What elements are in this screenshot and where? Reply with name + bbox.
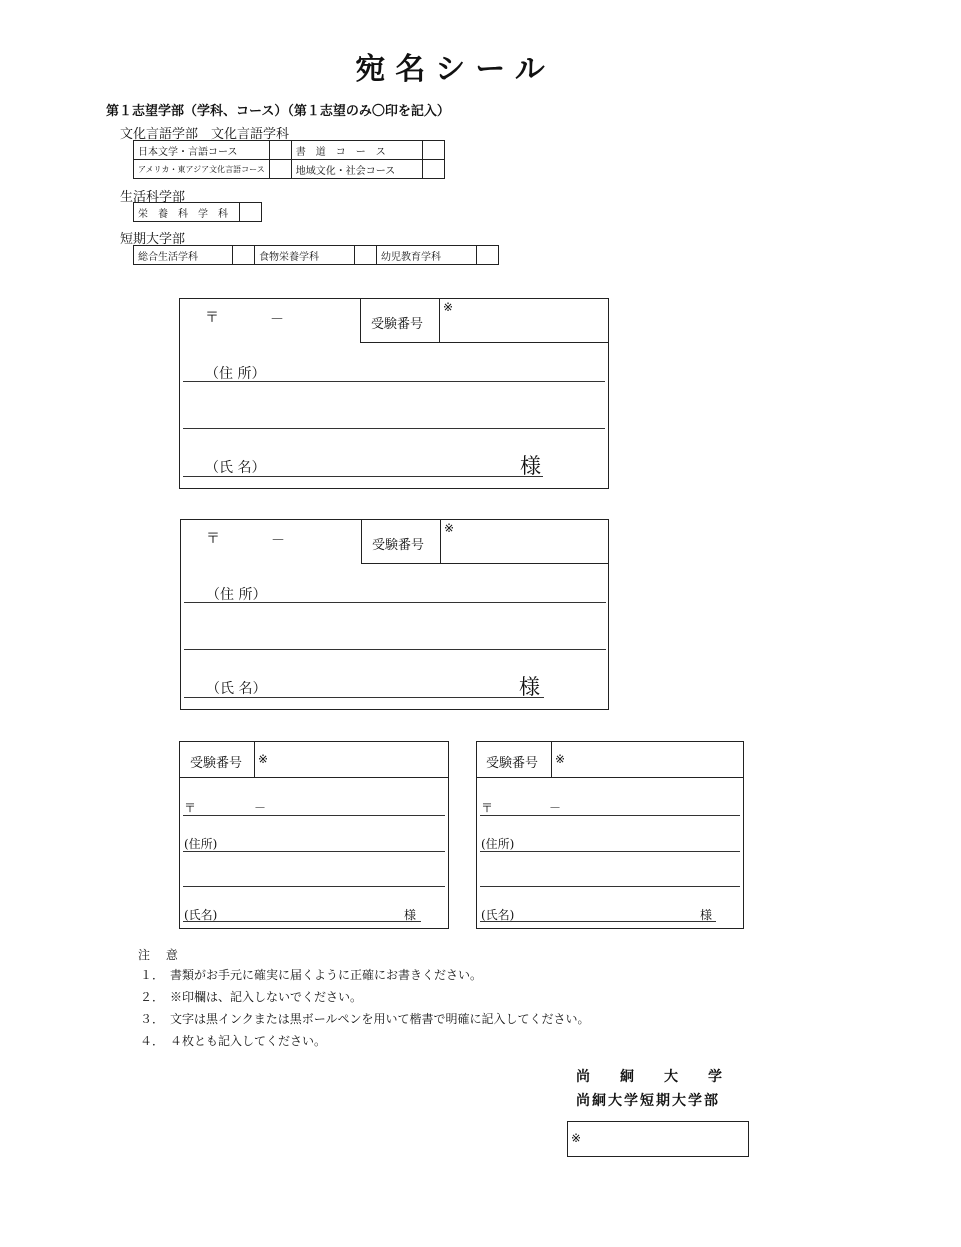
option-checkbox[interactable] [269, 141, 291, 160]
bunka-options-table [133, 140, 445, 179]
exam-number-box[interactable] [477, 742, 743, 778]
option-checkbox[interactable] [422, 160, 444, 179]
exam-number-box[interactable] [180, 742, 448, 778]
option-label: 書 道 コ ー ス [291, 141, 422, 160]
name-line[interactable] [183, 921, 421, 922]
option-checkbox[interactable] [355, 246, 377, 265]
option-checkbox[interactable] [422, 141, 444, 160]
postal-mark-icon: 〒 [205, 310, 219, 326]
address-label: (住所) [184, 837, 218, 851]
name-label: (氏名) [184, 908, 218, 922]
option-checkbox[interactable] [233, 246, 255, 265]
address-label-large-2 [180, 519, 609, 710]
tandai-options-table [133, 245, 499, 265]
address-label: (住所) [481, 837, 515, 851]
postal-line[interactable] [183, 815, 445, 816]
option-checkbox[interactable] [240, 203, 262, 222]
kome-mark: ※ [555, 752, 566, 766]
option-label: アメリカ・東アジア文化言語コース [134, 160, 270, 179]
note-item: １． 書類がお手元に確実に届くように正確にお書きください。 [140, 968, 483, 982]
seikatsu-options-table [133, 202, 262, 222]
honorific: 様 [519, 675, 540, 699]
exam-number-label: 受験番号 [190, 756, 243, 771]
kome-mark: ※ [443, 300, 454, 314]
exam-number-label: 受験番号 [371, 317, 424, 332]
kome-mark: ※ [258, 752, 269, 766]
postal-dash: － [254, 801, 267, 815]
kome-mark: ※ [571, 1131, 582, 1145]
name-label: （氏 名） [205, 460, 266, 476]
exam-number-box[interactable] [360, 299, 608, 343]
postal-line[interactable] [480, 815, 740, 816]
address-line[interactable] [480, 886, 740, 887]
address-line[interactable] [183, 851, 445, 852]
address-line[interactable] [183, 886, 445, 887]
dept-heading-bunka: 文化言語学部 文化言語学科 [120, 127, 290, 142]
honorific: 様 [700, 908, 713, 922]
honorific: 様 [404, 908, 417, 922]
exam-number-box[interactable] [361, 520, 608, 564]
name-line[interactable] [183, 476, 543, 477]
honorific: 様 [520, 454, 541, 478]
dept-heading-seikatsu: 生活科学部 [120, 190, 186, 205]
address-line[interactable] [480, 851, 740, 852]
option-label: 栄 養 科 学 科 [134, 203, 240, 222]
option-label: 日本文学・言語コース [134, 141, 270, 160]
exam-number-label: 受験番号 [486, 756, 539, 771]
exam-number-label: 受験番号 [372, 538, 425, 553]
office-use-box [567, 1121, 749, 1157]
postal-dash: － [549, 801, 562, 815]
first-choice-heading: 第１志望学部（学科、コース）（第１志望のみ〇印を記入） [106, 104, 450, 119]
option-checkbox[interactable] [269, 160, 291, 179]
name-line[interactable] [480, 921, 716, 922]
option-label: 幼児教育学科 [377, 246, 477, 265]
note-item: ３． 文字は黒インクまたは黒ボールペンを用いて楷書で明確に記入してください。 [140, 1012, 590, 1026]
address-label-small-1 [179, 741, 449, 929]
option-label: 総合生活学科 [134, 246, 233, 265]
note-item: ２． ※印欄は、記入しないでください。 [140, 990, 363, 1004]
postal-mark-icon: 〒 [206, 531, 220, 547]
notes-heading: 注 意 [138, 948, 184, 962]
dept-heading-tandai: 短期大学部 [120, 232, 186, 247]
name-line[interactable] [184, 697, 544, 698]
option-checkbox[interactable] [477, 246, 499, 265]
postal-dash: － [271, 533, 285, 549]
address-label-large-1 [179, 298, 609, 489]
address-line[interactable] [183, 428, 605, 429]
postal-mark-icon: 〒 [481, 801, 494, 815]
university-name: 尚絅大学 [576, 1069, 752, 1085]
option-label: 食物栄養学科 [255, 246, 355, 265]
junior-college-name: 尚絅大学短期大学部 [576, 1093, 720, 1109]
address-line[interactable] [184, 649, 606, 650]
name-label: （氏 名） [206, 681, 267, 697]
name-label: (氏名) [481, 908, 515, 922]
address-line[interactable] [183, 381, 605, 382]
address-label: （住 所） [205, 366, 266, 382]
kome-mark: ※ [444, 521, 455, 535]
page-title: 宛名シール [355, 52, 555, 87]
postal-dash: － [270, 312, 284, 328]
address-line[interactable] [184, 602, 606, 603]
option-label: 地域文化・社会コース [291, 160, 422, 179]
address-label-small-2 [476, 741, 744, 929]
postal-mark-icon: 〒 [184, 801, 197, 815]
note-item: ４． ４枚とも記入してください。 [140, 1034, 327, 1048]
address-label: （住 所） [206, 587, 267, 603]
